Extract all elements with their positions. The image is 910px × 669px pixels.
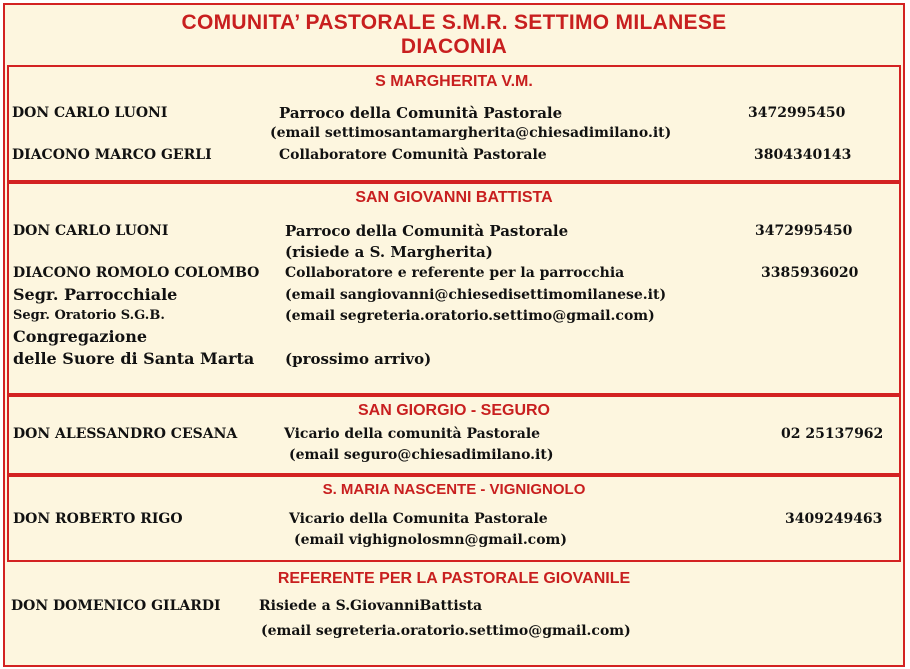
person-role: Collaboratore Comunità Pastorale [279,147,547,163]
page-title [5,11,903,59]
person-phone: 3472995450 [755,223,853,239]
person-phone: 3409249463 [785,511,883,527]
office-label: Segr. Parrocchiale [13,285,178,304]
person-name: DON DOMENICO GILARDI [11,598,221,614]
section-title: REFERENTE PER LA PASTORALE GIOVANILE [277,570,631,587]
person-role: Parroco della Comunità Pastorale [285,222,569,240]
section-title: SAN GIORGIO - SEGURO [357,402,550,419]
person-name: DON ALESSANDRO CESANA [13,426,238,442]
section-s-maria-nascente-vignignolo [7,475,901,562]
section-title: S. MARIA NASCENTE - VIGNIGNOLO [322,481,586,498]
person-role: Vicario della comunità Pastorale [284,426,541,442]
section-title: SAN GIOVANNI BATTISTA [355,189,553,206]
title-line-2: DIACONIA [400,35,508,58]
congregation-label: delle Suore di Santa Marta [13,349,255,368]
person-role: Risiede a S.GiovanniBattista [259,598,483,614]
email-note: (email settimosantamargherita@chiesadimilano.it) [270,125,672,141]
section-san-giorgio-seguro [7,395,901,475]
person-phone: 02 25137962 [781,426,884,442]
diaconia-board [3,3,905,667]
arrival-note: (prossimo arrivo) [285,350,432,368]
person-name: DIACONO MARCO GERLI [12,147,212,163]
email-note: (email sangiovanni@chiesedisettimomilanese.it) [285,287,667,303]
section-pastorale-giovanile [7,562,901,663]
person-phone: 3472995450 [748,105,846,121]
congregation-label: Congregazione [13,327,148,346]
email-note: (email segreteria.oratorio.settimo@gmail.com) [261,623,631,639]
person-name: DON CARLO LUONI [12,105,168,121]
section-title: S MARGHERITA V.M. [375,73,533,90]
email-note: (email seguro@chiesadimilano.it) [289,447,554,463]
person-name: DON ROBERTO RIGO [13,511,183,527]
email-note: (email vighignolosmn@gmail.com) [294,532,567,548]
person-phone: 3804340143 [754,147,852,163]
person-name: DIACONO ROMOLO COLOMBO [13,265,260,281]
section-san-giovanni-battista [7,182,901,395]
office-label: Segr. Oratorio S.G.B. [13,308,165,323]
person-name: DON CARLO LUONI [13,223,169,239]
person-role: Collaboratore e referente per la parrocchia [285,265,625,281]
person-role: Parroco della Comunità Pastorale [279,104,563,122]
person-role: Vicario della Comunita Pastorale [289,511,548,527]
residence-note: (risiede a S. Margherita) [285,243,493,261]
person-phone: 3385936020 [761,265,859,281]
section-s-margherita [7,65,901,182]
title-line-1: COMUNITA’ PASTORALE S.M.R. SETTIMO MILANESE [181,11,727,34]
email-note: (email segreteria.oratorio.settimo@gmail.com) [285,308,655,324]
